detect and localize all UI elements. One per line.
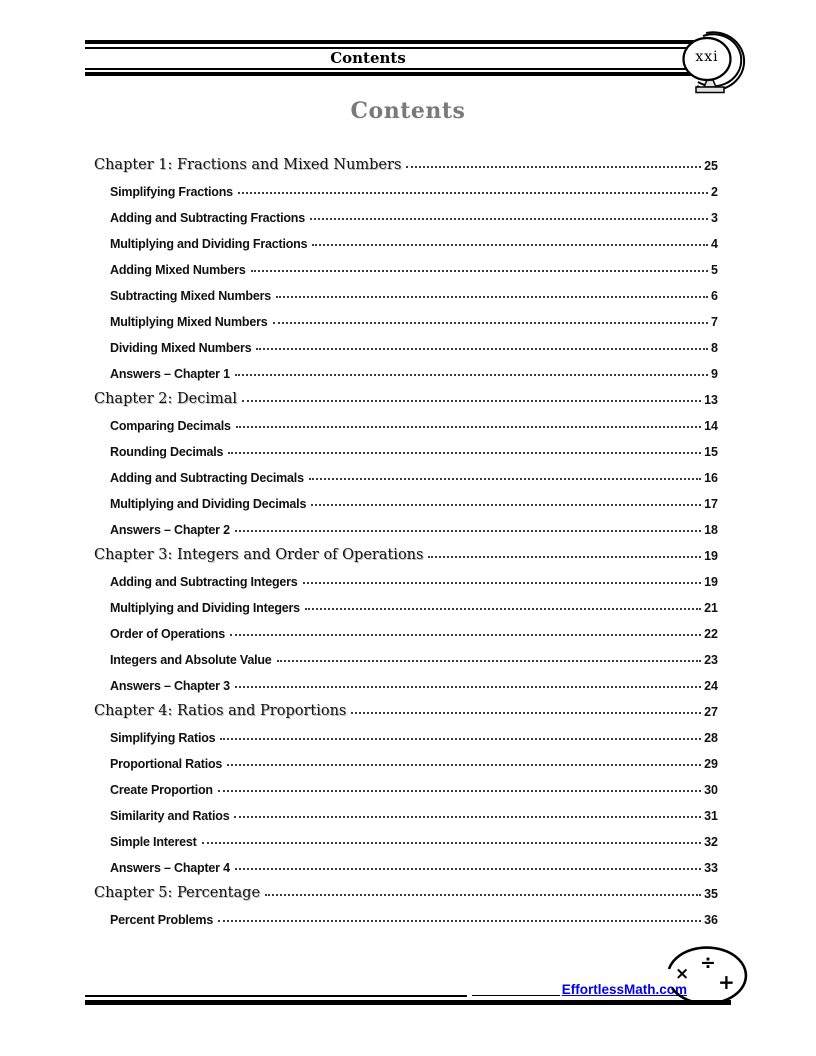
toc-entry-title: Chapter 1: Fractions and Mixed Numbers bbox=[94, 157, 402, 173]
toc-entry-title: Chapter 3: Integers and Order of Operations bbox=[94, 547, 424, 563]
running-header-title: Contents bbox=[330, 49, 406, 67]
toc-entry-title: Answers – Chapter 1 bbox=[110, 367, 230, 381]
toc-section-row[interactable] bbox=[94, 774, 718, 800]
toc-entry-page: 25 bbox=[704, 159, 718, 173]
toc-entry-page: 32 bbox=[704, 835, 718, 849]
toc-entry-page: 7 bbox=[711, 315, 718, 329]
toc-entry-title: Simple Interest bbox=[110, 835, 197, 849]
dot-leader bbox=[265, 894, 701, 896]
toc-section-row[interactable] bbox=[94, 488, 718, 514]
toc-section-row[interactable] bbox=[94, 904, 718, 930]
toc-chapter-row[interactable] bbox=[94, 384, 718, 410]
toc-entry-page: 19 bbox=[704, 575, 718, 589]
dot-leader bbox=[351, 712, 701, 714]
dot-leader bbox=[311, 504, 701, 506]
effortless-math-logo bbox=[660, 946, 755, 1010]
toc-section-row[interactable] bbox=[94, 202, 718, 228]
page-number: xxi bbox=[695, 49, 719, 65]
header-rule-thick-top bbox=[85, 40, 712, 44]
dot-leader bbox=[218, 920, 701, 922]
toc-entry-title: Adding Mixed Numbers bbox=[110, 263, 246, 277]
toc-entry-page: 16 bbox=[704, 471, 718, 485]
toc-entry-page: 19 bbox=[704, 549, 718, 563]
toc-entry-title: Similarity and Ratios bbox=[110, 809, 230, 823]
toc-section-row[interactable] bbox=[94, 826, 718, 852]
toc-chapter-row[interactable] bbox=[94, 878, 718, 904]
toc-entry-title: Multiplying Mixed Numbers bbox=[110, 315, 268, 329]
toc-entry-page: 22 bbox=[704, 627, 718, 641]
toc-section-row[interactable] bbox=[94, 228, 718, 254]
toc-entry-page: 18 bbox=[704, 523, 718, 537]
toc-entry-title: Chapter 5: Percentage bbox=[94, 885, 261, 901]
toc-section-row[interactable] bbox=[94, 748, 718, 774]
dot-leader bbox=[218, 790, 701, 792]
toc-section-row[interactable] bbox=[94, 176, 718, 202]
toc-entry-page: 3 bbox=[711, 211, 718, 225]
toc-entry-title: Chapter 2: Decimal bbox=[94, 391, 238, 407]
toc-entry-page: 21 bbox=[704, 601, 718, 615]
dot-leader bbox=[312, 244, 708, 246]
toc-section-row[interactable] bbox=[94, 670, 718, 696]
toc-entry-title: Order of Operations bbox=[110, 627, 225, 641]
footer-rule-thin bbox=[85, 995, 467, 997]
toc-entry-page: 5 bbox=[711, 263, 718, 277]
toc-entry-page: 2 bbox=[711, 185, 718, 199]
toc-chapter-row[interactable] bbox=[94, 696, 718, 722]
dot-leader bbox=[251, 270, 708, 272]
dot-leader bbox=[236, 426, 701, 428]
toc-entry-title: Simplifying Ratios bbox=[110, 731, 216, 745]
dot-leader bbox=[273, 322, 709, 324]
toc-section-row[interactable] bbox=[94, 436, 718, 462]
toc-entry-title: Integers and Absolute Value bbox=[110, 653, 272, 667]
dot-leader bbox=[235, 374, 708, 376]
dot-leader bbox=[228, 452, 701, 454]
plus-icon: + bbox=[718, 970, 735, 994]
effortlessmath-link[interactable]: EffortlessMath.com bbox=[561, 982, 687, 997]
dot-leader bbox=[242, 400, 701, 402]
toc-section-row[interactable] bbox=[94, 800, 718, 826]
dot-leader bbox=[220, 738, 701, 740]
toc-entry-page: 23 bbox=[704, 653, 718, 667]
dot-leader bbox=[276, 296, 708, 298]
toc-entry-page: 29 bbox=[704, 757, 718, 771]
dot-leader bbox=[277, 660, 702, 662]
table-of-contents bbox=[94, 150, 718, 930]
toc-section-row[interactable] bbox=[94, 618, 718, 644]
toc-entry-title: Percent Problems bbox=[110, 913, 214, 927]
toc-entry-page: 17 bbox=[704, 497, 718, 511]
page-number-badge bbox=[676, 30, 748, 96]
toc-section-row[interactable] bbox=[94, 254, 718, 280]
toc-entry-title: Adding and Subtracting Decimals bbox=[110, 471, 304, 485]
toc-chapter-row[interactable] bbox=[94, 540, 718, 566]
toc-chapter-row[interactable] bbox=[94, 150, 718, 176]
dot-leader bbox=[227, 764, 701, 766]
multiply-icon: × bbox=[675, 964, 690, 984]
toc-entry-title: Simplifying Fractions bbox=[110, 185, 233, 199]
toc-entry-page: 36 bbox=[704, 913, 718, 927]
toc-section-row[interactable] bbox=[94, 722, 718, 748]
toc-entry-page: 27 bbox=[704, 705, 718, 719]
toc-entry-page: 24 bbox=[704, 679, 718, 693]
dot-leader bbox=[238, 192, 708, 194]
dot-leader bbox=[406, 166, 701, 168]
toc-section-row[interactable] bbox=[94, 358, 718, 384]
dot-leader bbox=[303, 582, 702, 584]
toc-entry-title: Answers – Chapter 2 bbox=[110, 523, 230, 537]
toc-entry-page: 35 bbox=[704, 887, 718, 901]
toc-entry-title: Answers – Chapter 4 bbox=[110, 861, 230, 875]
footer-rule-thick bbox=[85, 1000, 731, 1005]
toc-section-row[interactable] bbox=[94, 566, 718, 592]
toc-section-row[interactable] bbox=[94, 306, 718, 332]
toc-section-row[interactable] bbox=[94, 332, 718, 358]
toc-entry-page: 14 bbox=[704, 419, 718, 433]
toc-entry-title: Comparing Decimals bbox=[110, 419, 231, 433]
toc-entry-page: 28 bbox=[704, 731, 718, 745]
toc-section-row[interactable] bbox=[94, 280, 718, 306]
toc-entry-title: Rounding Decimals bbox=[110, 445, 224, 459]
dot-leader bbox=[305, 608, 701, 610]
dot-leader bbox=[235, 686, 701, 688]
toc-entry-page: 6 bbox=[711, 289, 718, 303]
dot-leader bbox=[235, 868, 701, 870]
toc-entry-title: Subtracting Mixed Numbers bbox=[110, 289, 271, 303]
dot-leader bbox=[428, 556, 701, 558]
toc-entry-title: Proportional Ratios bbox=[110, 757, 223, 771]
toc-entry-title: Multiplying and Dividing Fractions bbox=[110, 237, 308, 251]
header-rule-thick-bottom bbox=[85, 72, 712, 76]
toc-section-row[interactable] bbox=[94, 514, 718, 540]
toc-entry-title: Create Proportion bbox=[110, 783, 213, 797]
page-title: Contents bbox=[350, 98, 466, 124]
dot-leader bbox=[309, 478, 701, 480]
dot-leader bbox=[202, 842, 701, 844]
dot-leader bbox=[234, 816, 701, 818]
header-rule-thin-bottom bbox=[85, 68, 712, 70]
toc-entry-page: 30 bbox=[704, 783, 718, 797]
dot-leader bbox=[235, 530, 701, 532]
dot-leader bbox=[256, 348, 708, 350]
toc-entry-title: Chapter 4: Ratios and Proportions bbox=[94, 703, 347, 719]
toc-entry-title: Adding and Subtracting Fractions bbox=[110, 211, 305, 225]
toc-entry-title: Dividing Mixed Numbers bbox=[110, 341, 252, 355]
footer-rule-thin-2 bbox=[472, 995, 560, 996]
toc-section-row[interactable] bbox=[94, 592, 718, 618]
toc-entry-page: 8 bbox=[711, 341, 718, 355]
toc-entry-title: Adding and Subtracting Integers bbox=[110, 575, 298, 589]
toc-entry-page: 31 bbox=[704, 809, 718, 823]
toc-entry-page: 9 bbox=[711, 367, 718, 381]
toc-entry-title: Multiplying and Dividing Integers bbox=[110, 601, 300, 615]
toc-entry-page: 13 bbox=[704, 393, 718, 407]
toc-section-row[interactable] bbox=[94, 462, 718, 488]
toc-entry-page: 4 bbox=[711, 237, 718, 251]
toc-entry-title: Answers – Chapter 3 bbox=[110, 679, 230, 693]
dot-leader bbox=[230, 634, 701, 636]
toc-section-row[interactable] bbox=[94, 644, 718, 670]
toc-section-row[interactable] bbox=[94, 410, 718, 436]
toc-entry-title: Multiplying and Dividing Decimals bbox=[110, 497, 307, 511]
toc-entry-page: 33 bbox=[704, 861, 718, 875]
dot-leader bbox=[310, 218, 708, 220]
toc-entry-page: 15 bbox=[704, 445, 718, 459]
divide-icon: ÷ bbox=[700, 952, 716, 974]
toc-section-row[interactable] bbox=[94, 852, 718, 878]
